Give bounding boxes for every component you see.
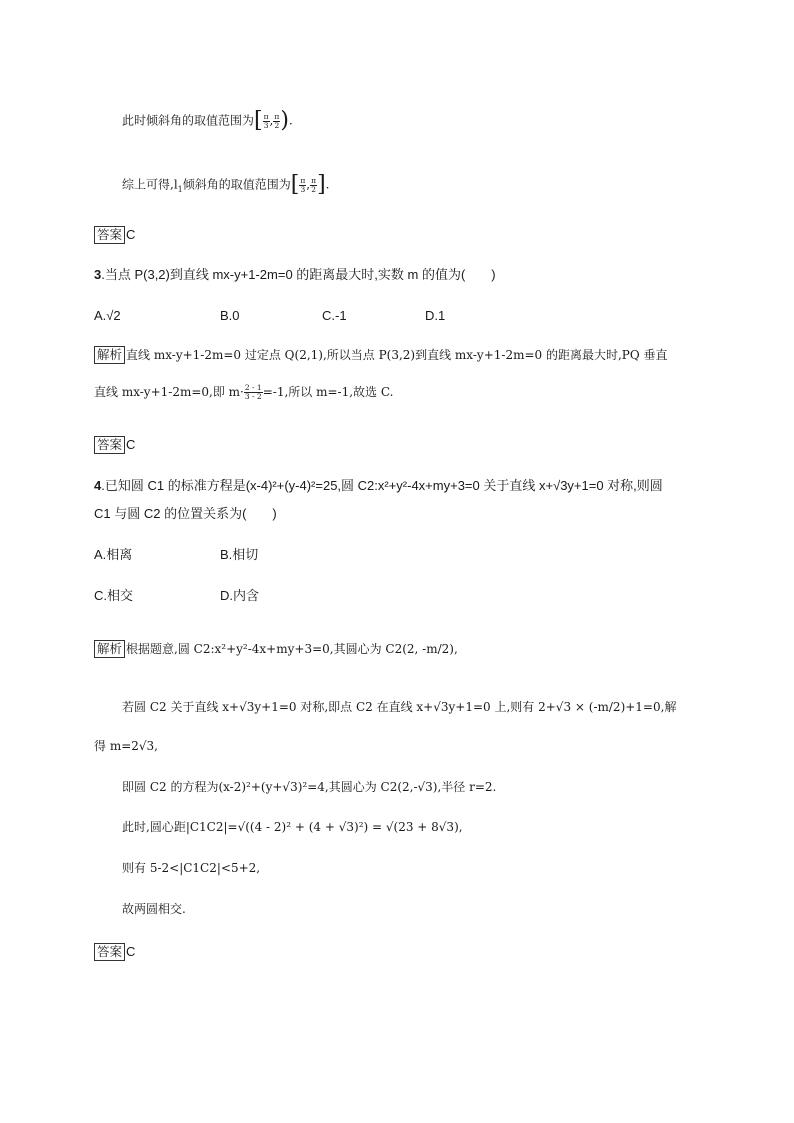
q4-analysis-line3: 得 m=2√3, xyxy=(94,739,158,753)
frac-pi-2: $\frac{\pi}{2}$ xyxy=(274,111,280,130)
q3-stem-end: ) xyxy=(491,267,496,282)
answer-value: C xyxy=(126,227,136,242)
q3-answer-row xyxy=(94,436,135,454)
right-paren: ) xyxy=(280,108,289,133)
analysis-tag: 解析 xyxy=(94,640,125,658)
analysis-tag: 解析 xyxy=(94,346,125,364)
q4-analysis-line6: 则有 5-2<|C1C2|<5+2, xyxy=(122,861,261,875)
q4-stem-text-1: .已知圆 C1 的标准方程是(x-4)²+(y-4)²=25,圆 C2:x²+y²-4x+my+3=0 关于直线 x+√3y+1=0 对称,则圆 xyxy=(101,478,663,493)
summary-text-2: 倾斜角的取值范围为 xyxy=(182,177,291,192)
q4-option-a: A.相离 xyxy=(94,547,133,562)
q4-stem-end: ) xyxy=(272,506,277,521)
q4-stem-text-2: C1 与圆 C2 的位置关系为( xyxy=(94,506,247,521)
q4-option-d: D.内含 xyxy=(220,588,260,603)
answer-tag: 答案 xyxy=(94,436,125,454)
answer-value: C xyxy=(126,437,136,452)
q4-stem-line2 xyxy=(94,507,277,520)
frac-pi-2-b: $\frac{\pi}{2}$ xyxy=(311,175,317,194)
q3-option-b: B.0 xyxy=(220,308,240,323)
q4-analysis-text-1: 根据题意,圆 C2:x²+y²-4x+my+3=0,其圆心为 C2(2, -m/2), xyxy=(126,642,458,656)
q4-option-b: B.相切 xyxy=(220,547,259,562)
answer-tag: 答案 xyxy=(94,226,125,244)
q3-option-a: A.√2 xyxy=(94,308,121,323)
range-text: 此时倾斜角的取值范围为 xyxy=(122,113,255,128)
q3-number: 3 xyxy=(94,267,102,282)
q3-option-c: C.-1 xyxy=(322,308,347,323)
frac-pi-3-b: $\frac{\pi}{3}$ xyxy=(300,175,306,194)
answer-row-prev xyxy=(94,226,135,244)
q3-option-d: D.1 xyxy=(425,308,446,323)
q4-number: 4 xyxy=(94,478,102,493)
q3-slope-frac: $\frac{2 - 1}{3 - 2}$ xyxy=(244,383,262,401)
q4-analysis-line4: 即圆 C2 的方程为(x-2)²+(y+√3)²=4,其圆心为 C2(2,-√3),半径 r=2. xyxy=(122,780,497,794)
q3-analysis-line2 xyxy=(94,384,393,401)
answer-value: C xyxy=(126,944,136,959)
summary-text: 综上可得,l xyxy=(122,177,178,192)
q4-option-c: C.相交 xyxy=(94,588,134,603)
q3-stem-b: P(3,2)到直线 mx-y+1-2m=0 的距离最大时,实数 m 的值为( xyxy=(134,267,466,282)
q4-answer-row xyxy=(94,943,135,961)
right-bracket-2: ] xyxy=(317,172,326,197)
q3-stem xyxy=(94,268,496,281)
q4-analysis-line5: 此时,圆心距|C1C2|=√((4 - 2)² + (4 + √3)²) = √(23 + 8√3), xyxy=(122,820,463,834)
q3-analysis-text-1: 直线 mx-y+1-2m=0 过定点 Q(2,1),所以当点 P(3,2)到直线 mx-y+1-2m=0 的距离最大时,PQ 垂直 xyxy=(126,348,668,362)
q3-analysis-line1 xyxy=(94,346,668,364)
summary-sub: 1 xyxy=(177,184,183,194)
solution-summary-line: 综上可得$,l_1$倾斜角的取值范围为[ $\frac{\pi}{3}$ , $\frac{\pi}{2}$ ]. xyxy=(122,172,330,197)
q3-analysis-text-2b: =-1,所以 m=-1,故选 C. xyxy=(262,385,394,399)
q3-analysis-text-2a: 直线 mx-y+1-2m=0,即 m· xyxy=(94,385,244,399)
frac-pi-3: $\frac{\pi}{3}$ xyxy=(263,111,269,130)
left-bracket-2: [ xyxy=(290,172,300,197)
q4-analysis-line7: 故两圆相交. xyxy=(122,902,186,916)
left-bracket: [ xyxy=(254,108,263,133)
q3-stem-a: .当点 xyxy=(101,267,135,282)
q4-analysis-line2: 若圆 C2 关于直线 x+√3y+1=0 对称,即点 C2 在直线 x+√3y+1=0 上,则有 2+√3 × (-m/2)+1=0,解 xyxy=(122,700,677,714)
q4-stem-line1 xyxy=(94,479,663,492)
solution-range-line: 此时倾斜角的取值范围为[ $\frac{\pi}{3}$ , $\frac{\pi}{2}$ ). xyxy=(122,108,293,133)
answer-tag: 答案 xyxy=(94,943,125,961)
q4-analysis-line1 xyxy=(94,640,458,658)
